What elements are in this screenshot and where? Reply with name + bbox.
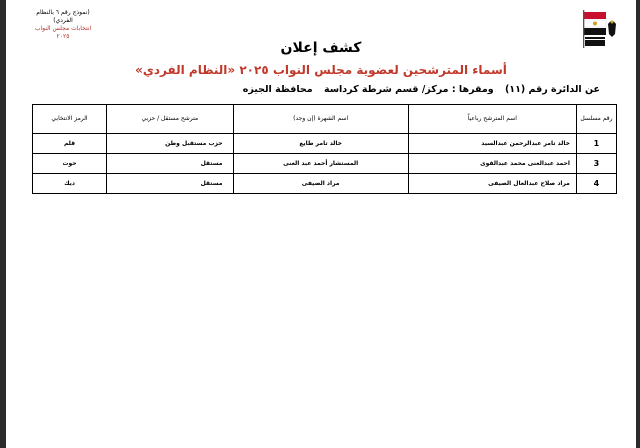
row-candidate-name: احمد عبدالغنى محمد عبدالقوى xyxy=(408,154,576,174)
constituency-line xyxy=(235,84,600,95)
row-serial-number: 1 xyxy=(576,134,616,154)
table-header-row xyxy=(33,105,617,134)
row-electoral-symbol: قلم xyxy=(33,134,107,154)
page-subtitle: أسماء المترشحين لعضوية مجلس النواب ٢٠٢٥ «النظام الفردي» xyxy=(135,63,507,77)
form-note-line2: انتخابات مجلس النواب ٢٠٢٥ xyxy=(34,25,92,40)
header-electoral-symbol: الرمز الانتخابي xyxy=(33,105,107,134)
row-electoral-symbol: حوت xyxy=(33,154,107,174)
candidates-table xyxy=(32,104,617,194)
table-row xyxy=(33,154,617,174)
row-candidate-name: مراد صلاح عبدالعال الصيفى xyxy=(408,174,576,194)
header-serial-number: رقم مسلسل xyxy=(576,105,616,134)
row-electoral-symbol: ديك xyxy=(33,174,107,194)
page-title: كشف إعلان xyxy=(280,40,362,56)
table-row xyxy=(33,174,617,194)
header-status: مترشح مستقل / حزبي xyxy=(107,105,233,134)
form-note-line1: (نموذج رقم ٦ بالنظام الفردي) xyxy=(36,9,90,24)
constituency-district: عن الدائرة رقم (١١) xyxy=(504,84,600,95)
row-fame-name: مراد الصيفى xyxy=(233,174,408,194)
document-page xyxy=(6,0,636,448)
row-status: حزب مستقبل وطن xyxy=(107,134,233,154)
row-serial-number: 4 xyxy=(576,174,616,194)
header-candidate-name: اسم المترشح رباعياً xyxy=(408,105,576,134)
form-note xyxy=(28,9,98,41)
row-status: مستقل xyxy=(107,174,233,194)
constituency-governorate: محافظة الجيزه xyxy=(242,84,313,95)
row-serial-number: 3 xyxy=(576,154,616,174)
row-status: مستقل xyxy=(107,154,233,174)
row-fame-name: خالد تامر طايع xyxy=(233,134,408,154)
row-candidate-name: خالد تامر عبدالرحمن عبدالسيد xyxy=(408,134,576,154)
constituency-seat: ومقرها : مركز/ قسم شرطة كرداسة xyxy=(323,84,494,95)
row-fame-name: المستشار أحمد عبد الغنى xyxy=(233,154,408,174)
header-fame-name: اسم الشهرة (إن وجد) xyxy=(233,105,408,134)
table-row xyxy=(33,134,617,154)
